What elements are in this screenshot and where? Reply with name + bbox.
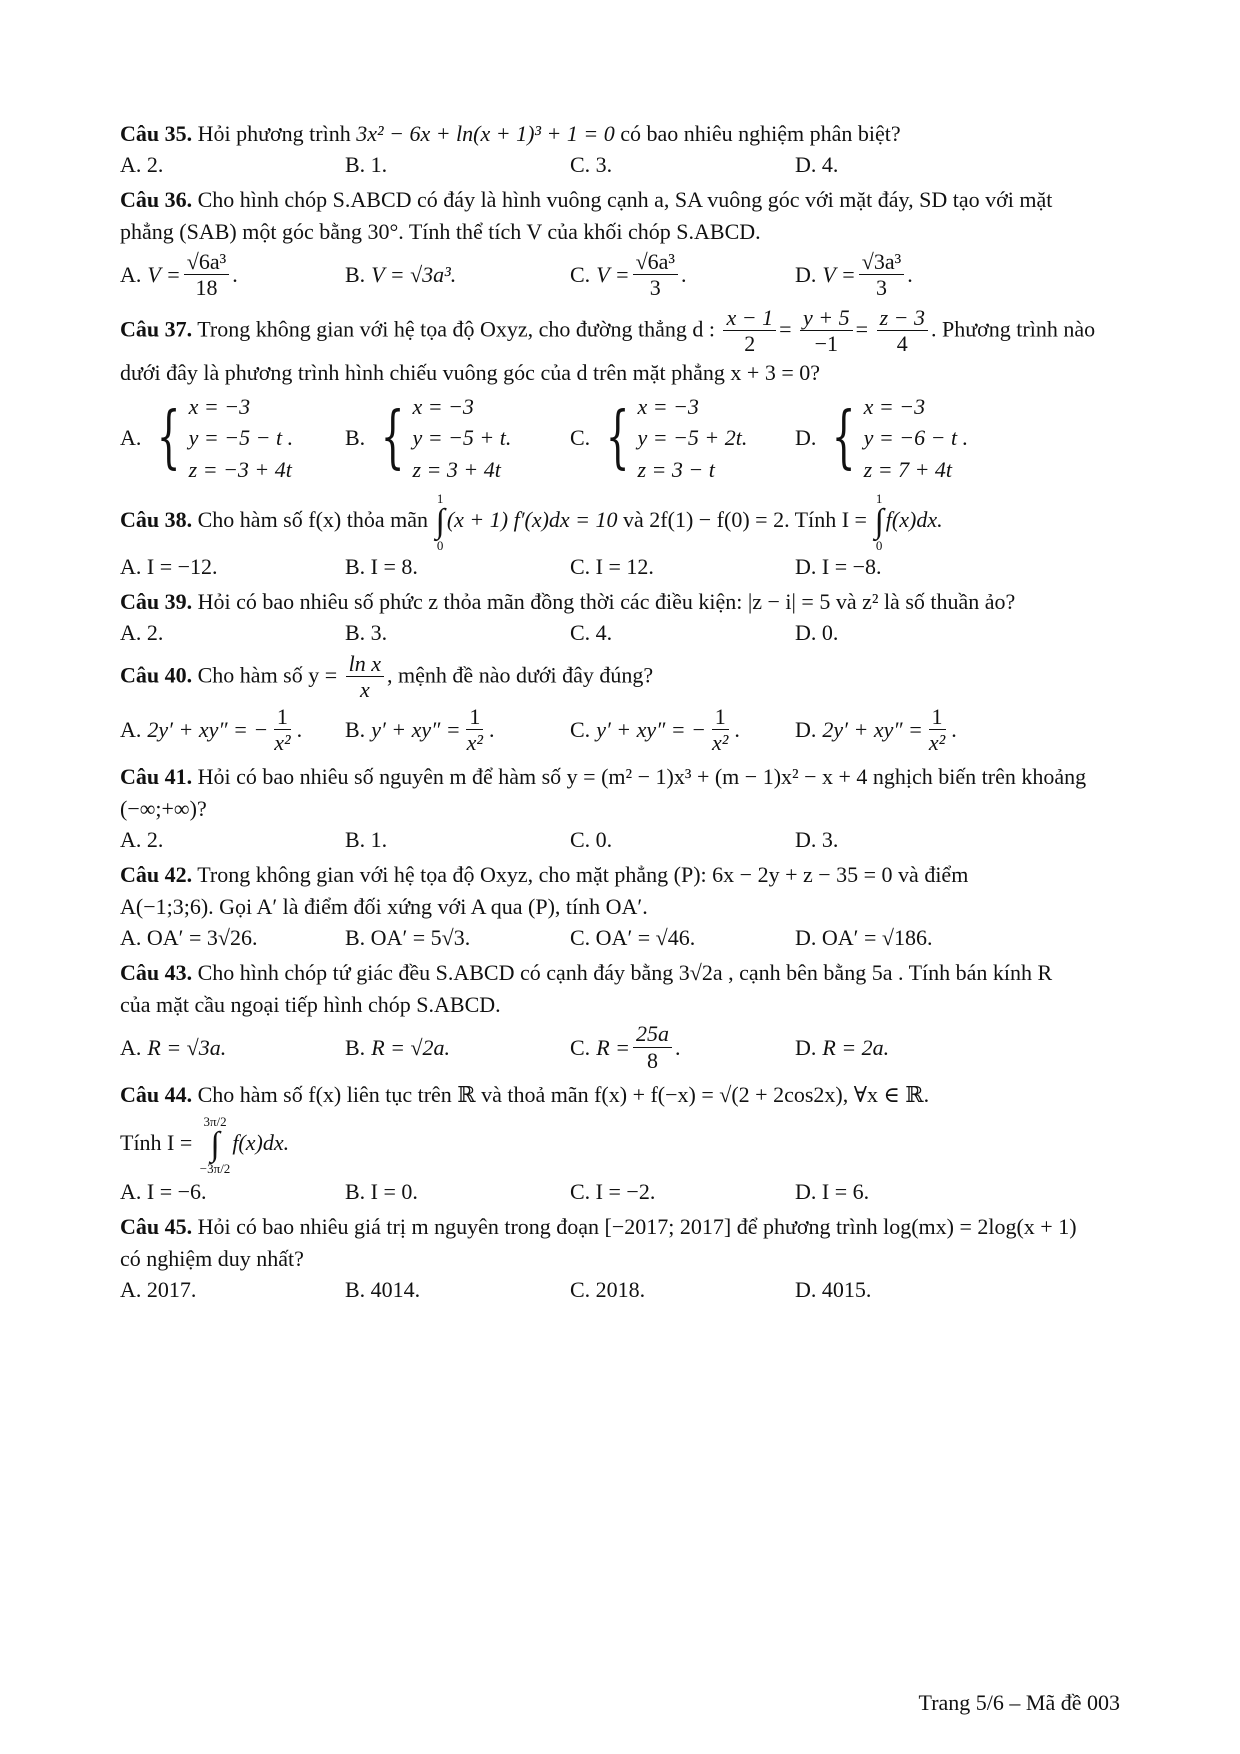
option-a[interactable]: A. 2. (120, 151, 164, 177)
option-d[interactable]: D. 3. (795, 826, 839, 852)
option-d[interactable]: D. I = 6. (795, 1178, 870, 1204)
options-41 (120, 827, 1120, 853)
options-45 (120, 1277, 1120, 1303)
option-d[interactable]: D. 4. (795, 151, 839, 177)
options-35 (120, 152, 1120, 178)
fraction: $\frac{\text{√6a³}}{3}$ (633, 250, 678, 300)
option-b[interactable]: B. OA′ = 5√3. (345, 924, 471, 950)
options-37 (120, 391, 1120, 487)
question-45: Câu 45. Hỏi có bao nhiêu giá trị m nguyên trong đoạn [−2017; 2017] để phương trình log(mx) = 2log(x + 1) có nghiệm duy nhất? (120, 1213, 1077, 1271)
option-a[interactable]: A. 2y′ + xy″ = − $\frac{1}{\text{x²}}$ . (120, 703, 303, 755)
option-b[interactable]: B. 4014. (345, 1276, 421, 1302)
option-c[interactable]: C. R = $\frac{25a}{8}$ . (570, 1021, 681, 1073)
question-40: Câu 40. Cho hàm số y = $\frac{\text{ln x}}{x}$ , mệnh đề nào dưới đây đúng? (120, 651, 654, 703)
options-36 (120, 250, 1120, 300)
page-footer: Trang 5/6 – Mã đề 003 (918, 1690, 1120, 1715)
question-44-integral: Tính I = 3π/2 ∫ −3π/2 f(x)dx. (120, 1113, 290, 1176)
option-d[interactable]: D. 0. (795, 620, 839, 646)
option-b[interactable]: B. 3. (345, 620, 388, 646)
option-a[interactable]: A. V = $\frac{\text{√6a³}}{18}$ . (120, 248, 238, 300)
question-38: Câu 38. Cho hàm số f(x) thỏa mãn 1 ∫ 0 (x + 1) f′(x)dx = 10 và 2f(1) − f(0) = 2. Tính I = 1 ∫ 0 f(x)dx. (120, 491, 943, 554)
question-44: Câu 44. Cho hàm số f(x) liên tục trên ℝ và thoả mãn f(x) + f(−x) = √(2 + 2cos2x), ∀x ∈ ℝ. (120, 1081, 930, 1107)
question-35: Câu 35. Hỏi phương trình 3x² − 6x + ln(x + 1)³ + 1 = 0 có bao nhiêu nghiệm phân biệt? (120, 121, 901, 146)
option-b[interactable]: B. y′ + xy″ = $\frac{1}{\text{x²}}$ . (345, 703, 495, 755)
option-c[interactable]: C. OA′ = √46. (570, 924, 696, 950)
option-c[interactable]: C. { x = −3 y = −5 + 2t. z = 3 − t (570, 393, 748, 483)
exam-page (120, 118, 1120, 1309)
option-a[interactable]: A. 2. (120, 620, 164, 646)
fraction: $\frac{\text{√3a³}}{3}$ (859, 250, 904, 300)
options-42 (120, 925, 1120, 951)
option-b[interactable]: B. I = 0. (345, 1178, 418, 1204)
integral-sign: 3π/2 ∫ −3π/2 (199, 1113, 231, 1176)
option-b[interactable]: B. 1. (345, 826, 388, 852)
option-c[interactable]: C. 3. (570, 151, 613, 177)
option-b[interactable]: B. { x = −3 y = −5 + t. z = 3 + 4t (345, 393, 512, 483)
options-44 (120, 1179, 1120, 1205)
option-a[interactable]: A. I = −12. (120, 554, 218, 580)
option-b[interactable]: B. I = 8. (345, 554, 418, 580)
option-c[interactable]: C. I = 12. (570, 554, 654, 580)
option-a[interactable]: A. 2. (120, 826, 164, 852)
option-d[interactable]: D. I = −8. (795, 554, 882, 580)
option-d[interactable]: D. 4015. (795, 1276, 872, 1302)
question-37: Câu 37. Trong không gian với hệ tọa độ Oxyz, cho đường thẳng d : $\frac{x - 1}{2}$ = $\frac{y + 5}{-1}$ = $\frac{z - 3}{4}$ . Phương trình nào dưới đây là phương trình hình chiếu vuông góc của d trên mặt phẳng x + 3 = 0? (120, 305, 1096, 385)
option-c[interactable]: C. 4. (570, 620, 613, 646)
question-36: Câu 36. Cho hình chóp S.ABCD có đáy là hình vuông cạnh a, SA vuông góc với mặt đáy, SD tạo với mặt phẳng (SAB) một góc bằng 30°. Tính thể tích V của khối chóp S.ABCD. (120, 186, 1053, 244)
option-b[interactable]: B. 1. (345, 151, 388, 177)
option-d[interactable]: D. { x = −3 y = −6 − t . z = 7 + 4t (795, 393, 969, 483)
option-a[interactable]: A. { x = −3 y = −5 − t . z = −3 + 4t (120, 393, 294, 483)
option-d[interactable]: D. V = $\frac{\text{√3a³}}{3}$ . (795, 248, 913, 300)
option-c[interactable]: C. V = $\frac{\text{√6a³}}{3}$ . (570, 248, 687, 300)
option-c[interactable]: C. 2018. (570, 1276, 646, 1302)
option-c[interactable]: C. y′ + xy″ = − $\frac{1}{\text{x²}}$ . (570, 703, 740, 755)
fraction: $\frac{\text{√6a³}}{18}$ (184, 250, 229, 300)
integral-sign: 1 ∫ 0 (435, 491, 445, 554)
option-a[interactable]: A. 2017. (120, 1276, 197, 1302)
question-41: Câu 41. Hỏi có bao nhiêu số nguyên m để hàm số y = (m² − 1)x³ + (m − 1)x² − x + 4 nghịch biến trên khoảng (−∞;+∞)? (120, 764, 1087, 821)
question-39: Câu 39. Hỏi có bao nhiêu số phức z thỏa mãn đồng thời các điều kiện: |z − i| = 5 và z² là số thuần ảo? (120, 589, 1016, 615)
option-d[interactable]: D. 2y′ + xy″ = $\frac{1}{\text{x²}}$ . (795, 703, 957, 755)
option-a[interactable]: A. OA′ = 3√26. (120, 924, 258, 950)
option-c[interactable]: C. I = −2. (570, 1178, 656, 1204)
question-43: Câu 43. Cho hình chóp tứ giác đều S.ABCD có cạnh đáy bằng 3√2a , cạnh bên bằng 5a . Tính bán kính R của mặt cầu ngoại tiếp hình chóp S.ABCD. (120, 959, 1053, 1017)
option-d[interactable]: D. OA′ = √186. (795, 924, 933, 950)
option-b[interactable]: B. R = √2a. (345, 1034, 451, 1060)
options-38 (120, 554, 1120, 580)
question-42: Câu 42. Trong không gian với hệ tọa độ Oxyz, cho mặt phẳng (P): 6x − 2y + z − 35 = 0 và điểm A(−1;3;6). Gọi A′ là điểm đối xứng với A qua (P), tính OA′. (120, 861, 969, 919)
options-40 (120, 705, 1120, 755)
option-d[interactable]: D. R = 2a. (795, 1034, 890, 1060)
option-c[interactable]: C. 0. (570, 826, 613, 852)
option-a[interactable]: A. R = √3a. (120, 1034, 227, 1060)
options-43 (120, 1022, 1120, 1072)
integral-sign: 1 ∫ 0 (874, 491, 884, 554)
option-b[interactable]: B. V = √3a³. (345, 261, 457, 287)
options-39 (120, 620, 1120, 646)
option-a[interactable]: A. I = −6. (120, 1178, 207, 1204)
